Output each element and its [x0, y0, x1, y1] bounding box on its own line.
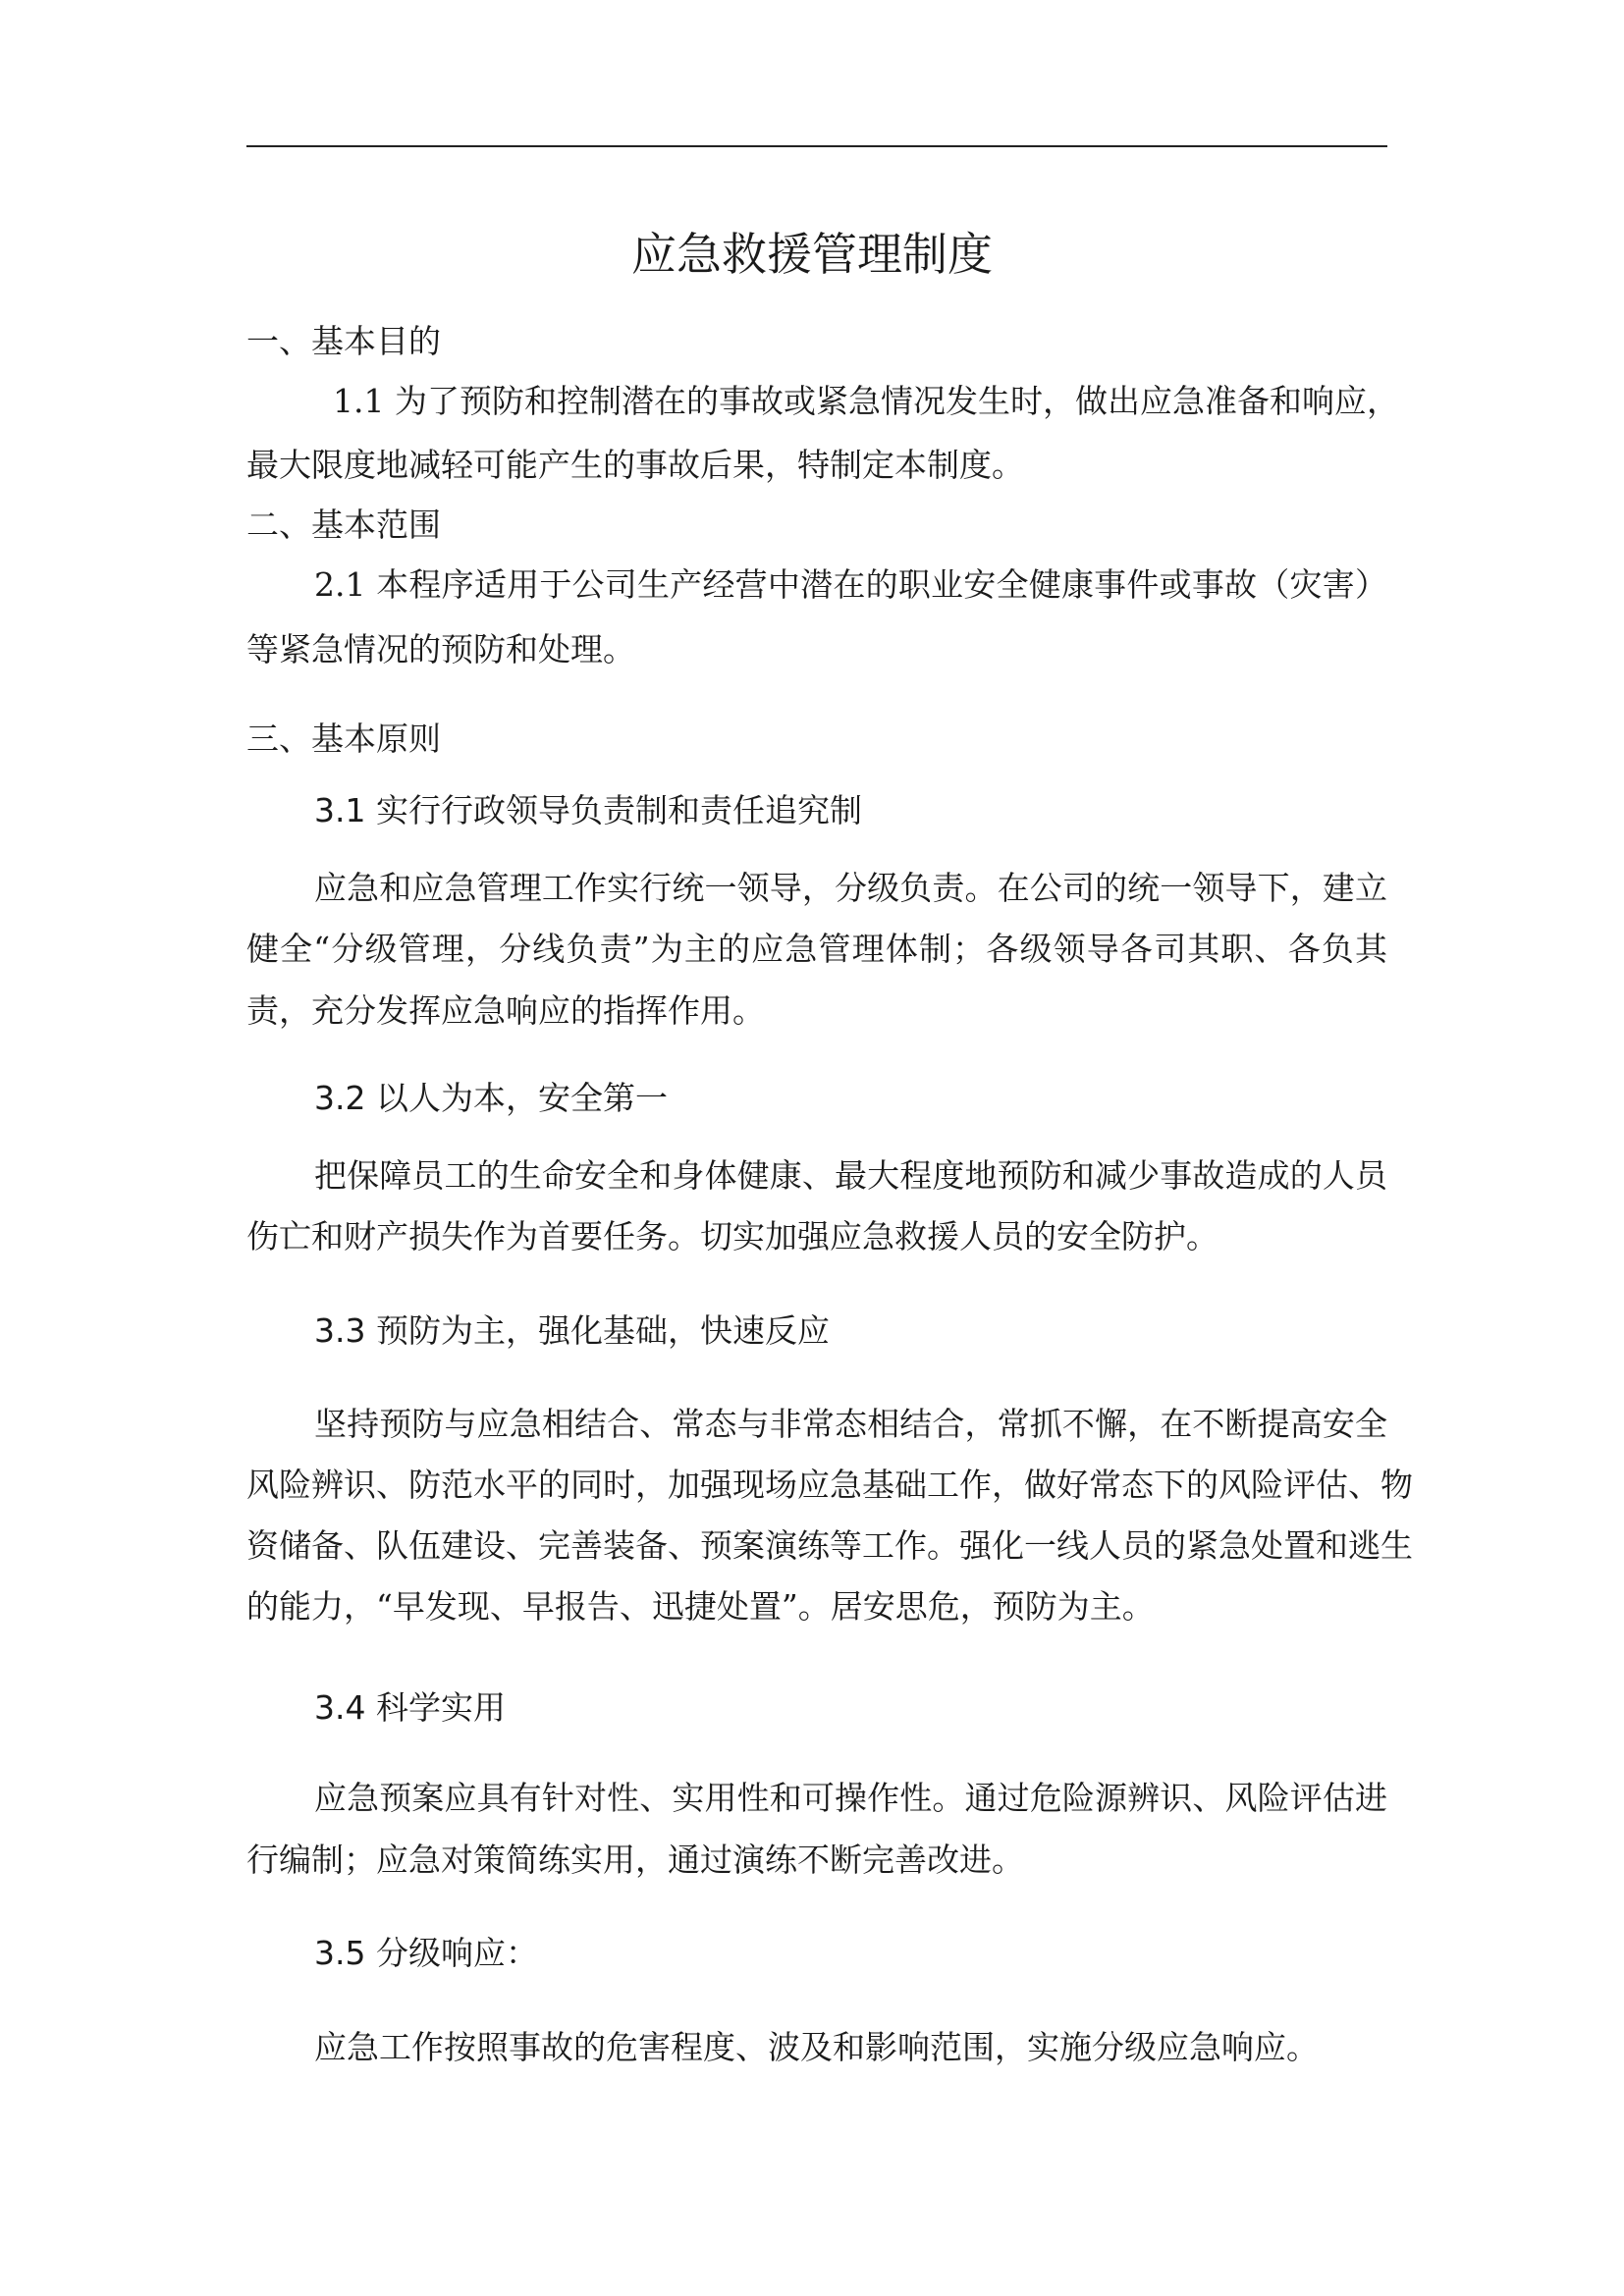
paragraph-line: 2.1 本程序适用于公司生产经营中潜在的职业安全健康事件或事故（灾害）	[314, 565, 1387, 604]
subsection-heading: 3.4 科学实用	[314, 1688, 506, 1727]
subsection-heading: 3.1 实行行政领导负责制和责任追究制	[314, 791, 862, 829]
paragraph-line: 风险辨识、防范水平的同时，加强现场应急基础工作，做好常态下的风险评估、物	[246, 1466, 1413, 1504]
document-title: 应急救援管理制度	[631, 228, 993, 281]
paragraph-line: 坚持预防与应急相结合、常态与非常态相结合，常抓不懈，在不断提高安全	[314, 1405, 1387, 1443]
section-heading: 一、基本目的	[246, 322, 441, 360]
paragraph-line: 最大限度地减轻可能产生的事故后果，特制定本制度。	[246, 446, 1024, 484]
paragraph-line: 1.1 为了预防和控制潜在的事故或紧急情况发生时，做出应急准备和响应，	[333, 382, 1399, 420]
paragraph-line: 资储备、队伍建设、完善装备、预案演练等工作。强化一线人员的紧急处置和逃生	[246, 1526, 1413, 1565]
paragraph-line: 的能力，“早发现、早报告、迅捷处置”。居安思危，预防为主。	[246, 1587, 1155, 1626]
paragraph-line: 责，充分发挥应急响应的指挥作用。	[246, 991, 765, 1030]
paragraph-line: 行编制；应急对策简练实用，通过演练不断完善改进。	[246, 1841, 1024, 1879]
subsection-heading: 3.5 分级响应：	[314, 1934, 538, 1972]
paragraph-line: 应急和应急管理工作实行统一领导，分级负责。在公司的统一领导下，建立	[314, 869, 1387, 907]
paragraph-line: 应急预案应具有针对性、实用性和可操作性。通过危险源辨识、风险评估进	[314, 1779, 1387, 1817]
section-heading: 二、基本范围	[246, 506, 441, 544]
header-rule	[246, 145, 1387, 147]
subsection-heading: 3.3 预防为主，强化基础，快速反应	[314, 1311, 830, 1350]
section-heading: 三、基本原则	[246, 720, 441, 758]
subsection-heading: 3.2 以人为本，安全第一	[314, 1079, 668, 1117]
paragraph-line: 伤亡和财产损失作为首要任务。切实加强应急救援人员的安全防护。	[246, 1217, 1218, 1255]
paragraph-line: 应急工作按照事故的危害程度、波及和影响范围，实施分级应急响应。	[314, 2028, 1319, 2066]
paragraph-line: 健全“分级管理，分线负责”为主的应急管理体制；各级领导各司其职、各负其	[246, 930, 1387, 968]
paragraph-line: 等紧急情况的预防和处理。	[246, 630, 635, 668]
paragraph-line: 把保障员工的生命安全和身体健康、最大程度地预防和减少事故造成的人员	[314, 1156, 1387, 1195]
